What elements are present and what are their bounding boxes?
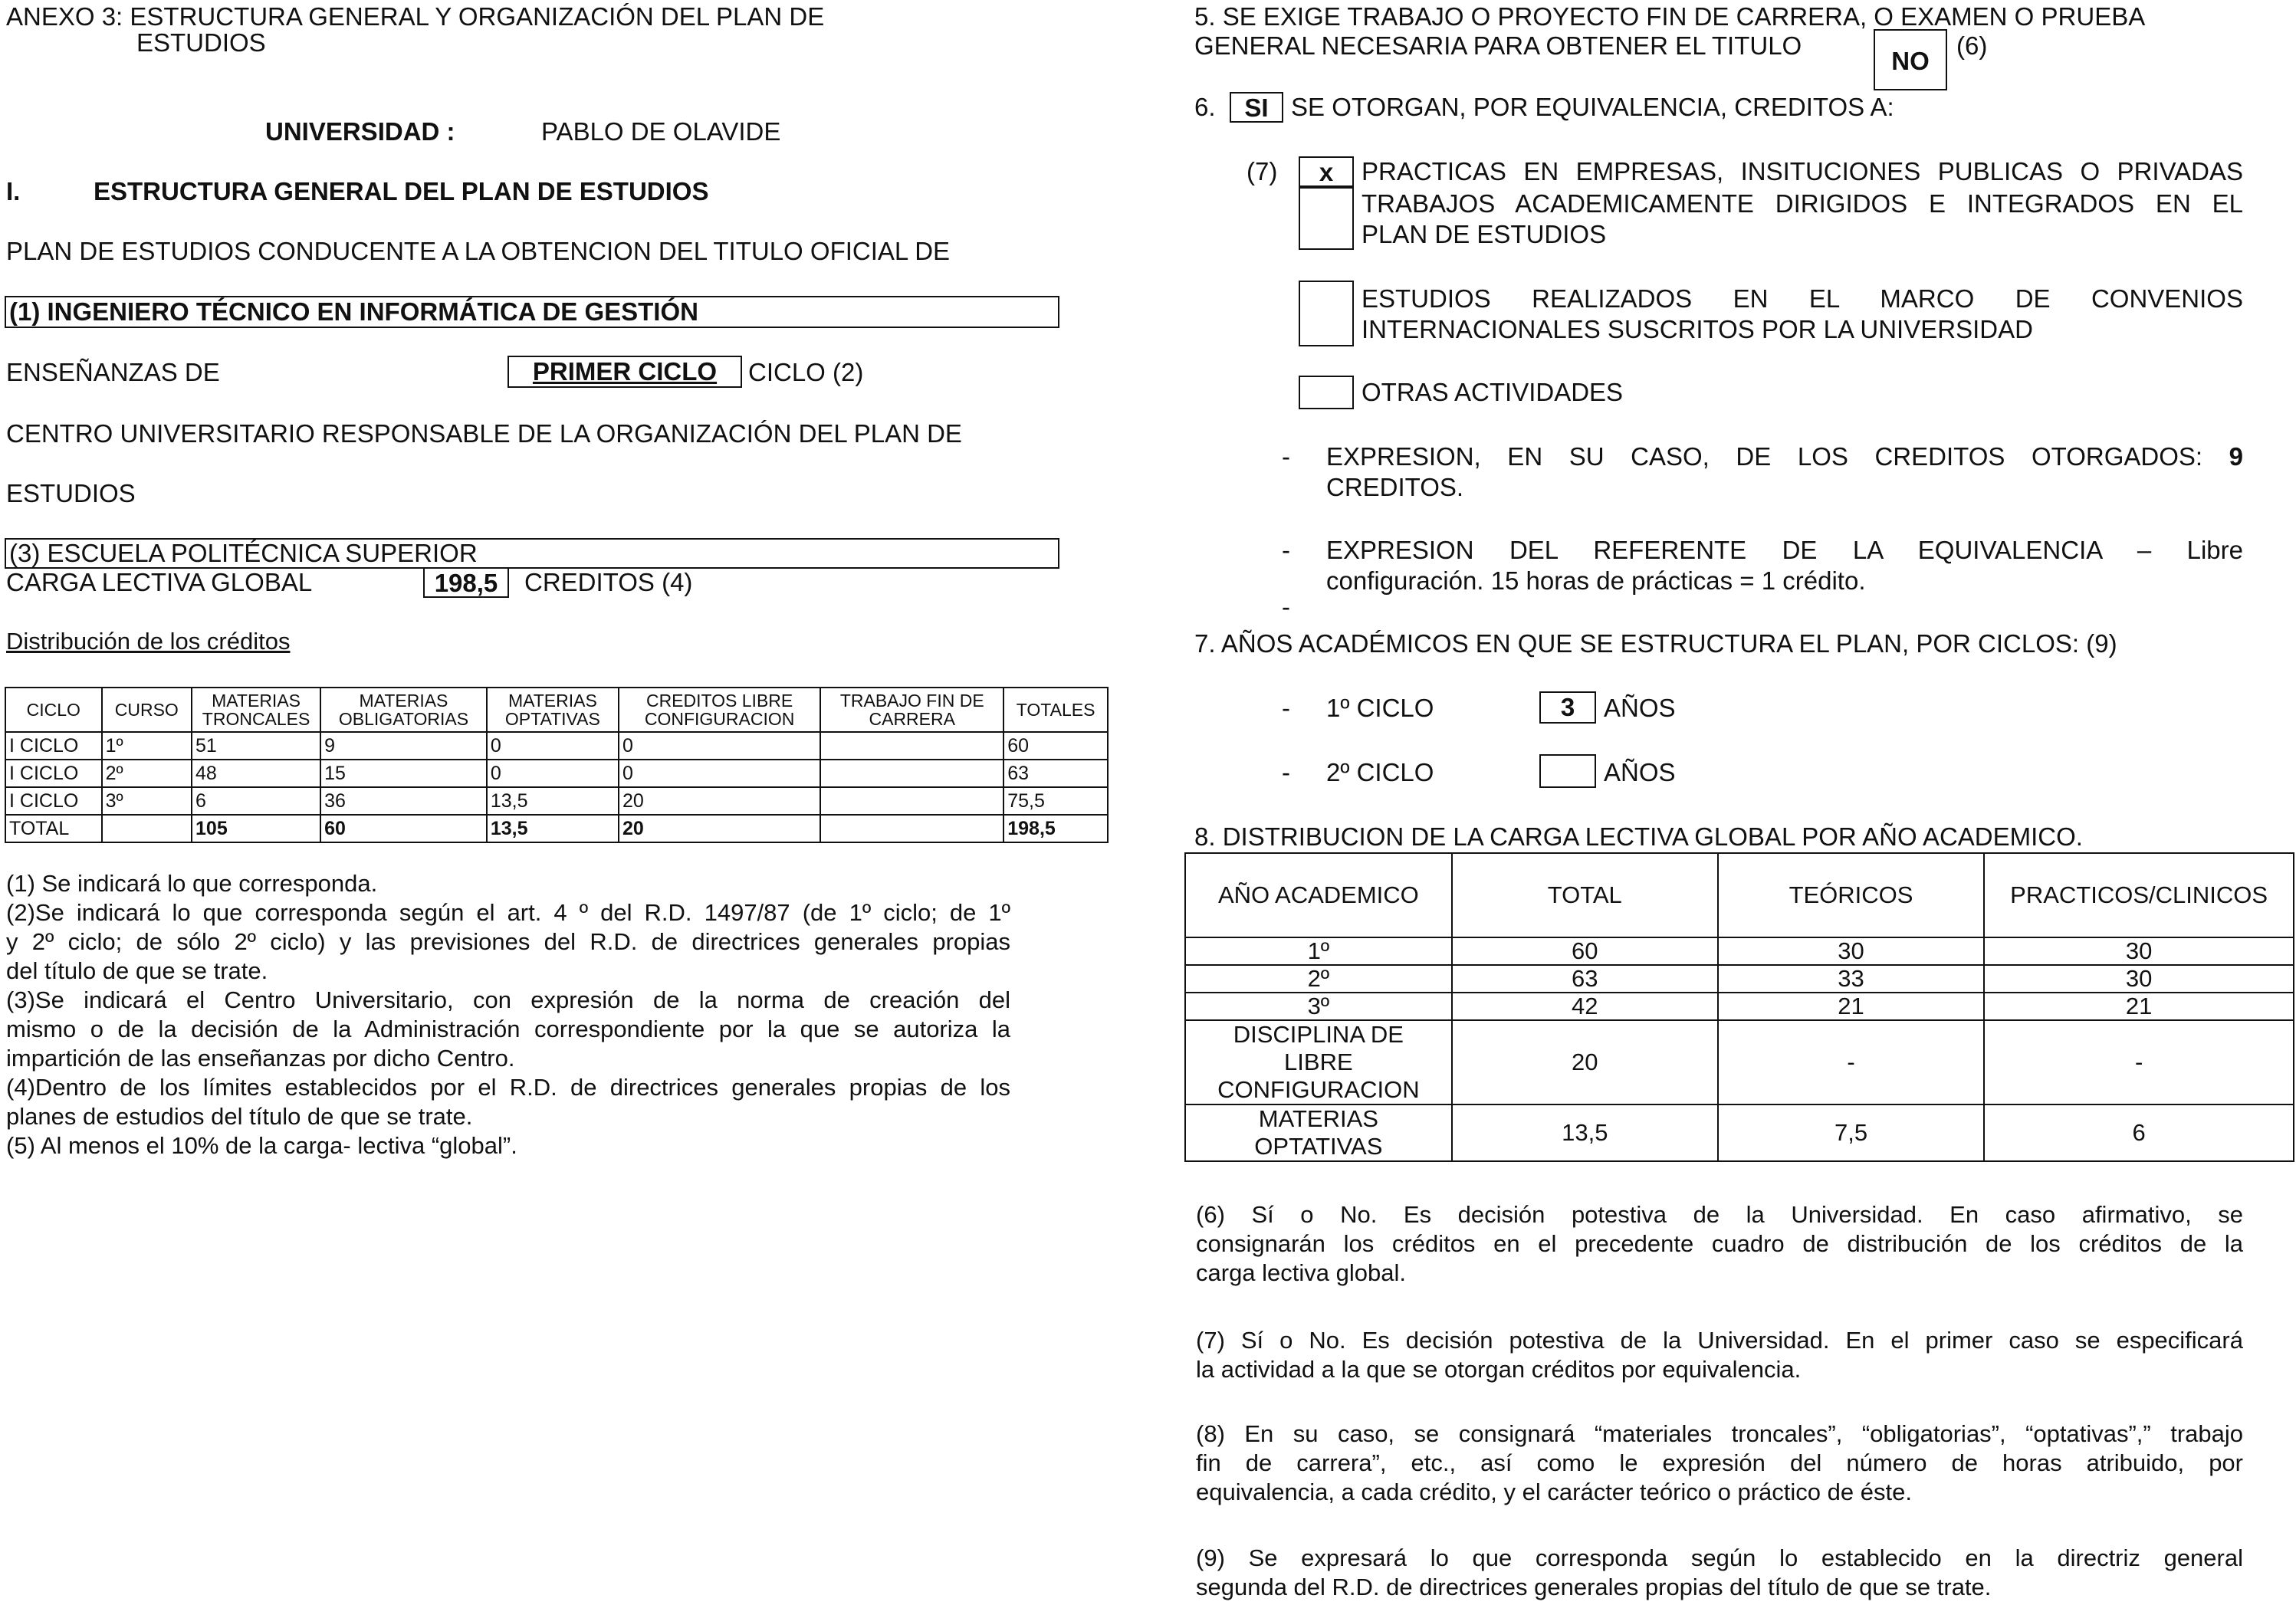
note-line: del título de que se trate. bbox=[6, 957, 268, 984]
total-row bbox=[5, 815, 1108, 842]
note-line: impartición de las enseñanzas por dicho Centro. bbox=[6, 1045, 515, 1072]
table-cell: 63 bbox=[1003, 760, 1108, 787]
item8-title: 8. DISTRIBUCION DE LA CARGA LECTIVA GLOBAL POR AÑO ACADEMICO. bbox=[1194, 822, 2083, 851]
item5-line2: GENERAL NECESARIA PARA OBTENER EL TITULO bbox=[1194, 31, 1802, 60]
cycle2-years: AÑOS bbox=[1604, 758, 1676, 786]
table-cell: 0 bbox=[487, 760, 619, 787]
credits-header-cell: CURSO bbox=[102, 688, 192, 732]
table-row bbox=[5, 732, 1108, 760]
table-cell: TOTAL bbox=[5, 815, 102, 842]
table-cell bbox=[1185, 1104, 1452, 1161]
item6-value: SI bbox=[1230, 92, 1283, 123]
left-notes bbox=[6, 869, 1010, 1160]
credits-header-cell: CREDITOS LIBRE CONFIGURACION bbox=[619, 688, 820, 732]
table-cell: 9 bbox=[320, 732, 487, 760]
credits-header-cell: MATERIAS OBLIGATORIAS bbox=[320, 688, 487, 732]
table-cell: 20 bbox=[1452, 1020, 1718, 1104]
centro-line1: CENTRO UNIVERSITARIO RESPONSABLE DE LA ORGANIZACIÓN DEL PLAN DE bbox=[6, 419, 962, 448]
table-cell bbox=[820, 815, 1003, 842]
table-cell: 0 bbox=[619, 732, 820, 760]
note-line: mismo o de la decisión de la Administración correspondiente por la que se autoriza la bbox=[6, 1016, 1010, 1042]
table-cell: 60 bbox=[1452, 937, 1718, 965]
section-title: ESTRUCTURA GENERAL DEL PLAN DE ESTUDIOS bbox=[94, 177, 709, 205]
year-table bbox=[1184, 852, 2294, 1162]
table-row bbox=[1185, 1020, 2294, 1104]
annex-title-line1: ANEXO 3: ESTRUCTURA GENERAL Y ORGANIZACIÓN DEL PLAN DE bbox=[6, 2, 825, 31]
table-cell bbox=[820, 732, 1003, 760]
note-6 bbox=[1196, 1200, 2243, 1288]
note-line: carga lectiva global. bbox=[1196, 1259, 1406, 1286]
opt4-checkbox[interactable] bbox=[1299, 376, 1354, 409]
table-cell: I CICLO bbox=[5, 787, 102, 815]
table-cell: 30 bbox=[1718, 937, 1984, 965]
ensenanzas-label: ENSEÑANZAS DE bbox=[6, 358, 220, 386]
credits-header-row bbox=[5, 688, 1108, 732]
credits-header-cell: TOTALES bbox=[1003, 688, 1108, 732]
table-cell: 3º bbox=[102, 787, 192, 815]
note-line: fin de carrera”, etc., así como le expresión del número de horas atribuido, por bbox=[1196, 1449, 2243, 1476]
table-cell: 13,5 bbox=[1452, 1104, 1718, 1161]
centro-line2: ESTUDIOS bbox=[6, 479, 136, 507]
cell-line: CONFIGURACION bbox=[1217, 1076, 1420, 1103]
note-8 bbox=[1196, 1420, 2243, 1507]
table-cell: 20 bbox=[619, 787, 820, 815]
note-line: equivalencia, a cada crédito, y el carácter teórico o práctico de éste. bbox=[1196, 1479, 1912, 1505]
table-row bbox=[1185, 993, 2294, 1020]
table-row bbox=[5, 787, 1108, 815]
note-line: (2)Se indicará lo que corresponda según el art. 4 º del R.D. 1497/87 (de 1º ciclo; de 1º bbox=[6, 899, 1010, 926]
degree-title: (1) INGENIERO TÉCNICO EN INFORMÁTICA DE GESTIÓN bbox=[9, 297, 698, 326]
credits-header-cell: MATERIAS OPTATIVAS bbox=[487, 688, 619, 732]
opt2-text bbox=[1362, 189, 2243, 250]
table-cell: 0 bbox=[487, 732, 619, 760]
table-cell: 15 bbox=[320, 760, 487, 787]
table-cell: 21 bbox=[1984, 993, 2294, 1020]
cell-line: MATERIAS bbox=[1258, 1105, 1378, 1132]
expr1-line2: CREDITOS. bbox=[1326, 473, 1464, 501]
annex-title-line2: ESTUDIOS bbox=[136, 28, 266, 57]
table-cell: 3º bbox=[1185, 993, 1452, 1020]
table-cell: 75,5 bbox=[1003, 787, 1108, 815]
item6-text: SE OTORGAN, POR EQUIVALENCIA, CREDITOS A: bbox=[1291, 93, 1894, 121]
dash: - bbox=[1282, 536, 1290, 564]
note-line: (7) Sí o No. Es decisión potestiva de la Universidad. En el primer caso se especificará bbox=[1196, 1327, 2243, 1354]
note-7 bbox=[1196, 1326, 2243, 1384]
item6-ref: (7) bbox=[1247, 157, 1278, 185]
item7-title: 7. AÑOS ACADÉMICOS EN QUE SE ESTRUCTURA EL PLAN, POR CICLOS: (9) bbox=[1194, 629, 2117, 658]
opt3-line2: INTERNACIONALES SUSCRITOS POR LA UNIVERSIDAD bbox=[1362, 315, 2033, 343]
note-line: la actividad a la que se otorgan créditos por equivalencia. bbox=[1196, 1356, 1802, 1383]
cycle2-label: 2º CICLO bbox=[1326, 758, 1434, 786]
table-cell: 6 bbox=[1984, 1104, 2294, 1161]
note-line: (9) Se expresará lo que corresponda según lo establecido en la directriz general bbox=[1196, 1544, 2243, 1571]
opt1-checkbox[interactable]: x bbox=[1299, 156, 1354, 187]
year-header-cell: AÑO ACADEMICO bbox=[1185, 853, 1452, 937]
note-line: planes de estudios del título de que se trate. bbox=[6, 1103, 473, 1130]
expr1-line1 bbox=[1326, 441, 2243, 472]
dash: - bbox=[1282, 694, 1290, 722]
note-line: y 2º ciclo; de sólo 2º ciclo) y las previsiones del R.D. de directrices generales propias bbox=[6, 928, 1010, 955]
cycle1-label: 1º CICLO bbox=[1326, 694, 1434, 722]
opt2-line2: PLAN DE ESTUDIOS bbox=[1362, 220, 1607, 248]
year-header-cell: TEÓRICOS bbox=[1718, 853, 1984, 937]
expr2-text: EXPRESION DEL REFERENTE DE LA EQUIVALENCIA – bbox=[1326, 536, 2152, 564]
note-line: (1) Se indicará lo que corresponda. bbox=[6, 870, 378, 897]
note-line: (8) En su caso, se consignará “materiales troncales”, “obligatorias”, “optativas”,” trabajo bbox=[1196, 1420, 2243, 1447]
table-cell: 198,5 bbox=[1003, 815, 1108, 842]
cell-line: DISCIPLINA DE bbox=[1233, 1021, 1404, 1048]
note-line: segunda del R.D. de directrices generales propias del título de que se trate. bbox=[1196, 1574, 1992, 1600]
university-label: UNIVERSIDAD : bbox=[265, 117, 455, 146]
table-cell: 2º bbox=[102, 760, 192, 787]
centro-box bbox=[5, 538, 1059, 569]
table-cell: 13,5 bbox=[487, 815, 619, 842]
table-cell: 21 bbox=[1718, 993, 1984, 1020]
table-cell: 0 bbox=[619, 760, 820, 787]
expr2 bbox=[1326, 535, 2243, 596]
table-cell: 48 bbox=[192, 760, 320, 787]
table-cell: 60 bbox=[320, 815, 487, 842]
note-line: (3)Se indicará el Centro Universitario, con expresión de la norma de creación del bbox=[6, 986, 1010, 1013]
table-cell: 63 bbox=[1452, 965, 1718, 993]
table-row bbox=[1185, 965, 2294, 993]
table-cell bbox=[1185, 1020, 1452, 1104]
cell-line: OPTATIVAS bbox=[1254, 1133, 1383, 1160]
table-row bbox=[5, 760, 1108, 787]
year-header-cell: PRACTICOS/CLINICOS bbox=[1984, 853, 2294, 937]
table-cell: 51 bbox=[192, 732, 320, 760]
item6-prefix: 6. bbox=[1194, 93, 1216, 121]
distribution-title: Distribución de los créditos bbox=[6, 628, 291, 655]
section-number: I. bbox=[6, 177, 21, 205]
expr2-line2: configuración. 15 horas de prácticas = 1 crédito. bbox=[1326, 566, 1866, 595]
plan-intro: PLAN DE ESTUDIOS CONDUCENTE A LA OBTENCION DEL TITULO OFICIAL DE bbox=[6, 237, 951, 265]
opt1-text bbox=[1362, 156, 2243, 187]
opt3-checkbox[interactable] bbox=[1299, 281, 1354, 346]
table-cell: 7,5 bbox=[1718, 1104, 1984, 1161]
credits-header-cell: MATERIAS TRONCALES bbox=[192, 688, 320, 732]
table-cell: 30 bbox=[1984, 937, 2294, 965]
table-cell: 1º bbox=[102, 732, 192, 760]
opt3-line1: ESTUDIOS REALIZADOS EN EL MARCO DE CONVENIOS bbox=[1362, 284, 2243, 313]
item5-note: (6) bbox=[1956, 31, 1988, 60]
table-cell: I CICLO bbox=[5, 760, 102, 787]
item5-value: NO bbox=[1874, 29, 1947, 90]
expr1 bbox=[1326, 441, 2243, 503]
table-cell: 36 bbox=[320, 787, 487, 815]
carga-label: CARGA LECTIVA GLOBAL bbox=[6, 568, 313, 596]
dash: - bbox=[1282, 442, 1290, 471]
table-cell: - bbox=[1718, 1020, 1984, 1104]
note-9 bbox=[1196, 1544, 2243, 1602]
table-cell: 33 bbox=[1718, 965, 1984, 993]
note-line: (4)Dentro de los límites establecidos por el R.D. de directrices generales propias de los bbox=[6, 1074, 1010, 1101]
expr2-line1 bbox=[1326, 535, 2243, 566]
cell-line: LIBRE bbox=[1284, 1049, 1353, 1075]
opt2-checkbox[interactable] bbox=[1299, 187, 1354, 250]
cycle1-value: 3 bbox=[1539, 691, 1596, 724]
table-cell: 2º bbox=[1185, 965, 1452, 993]
centro-value: (3) ESCUELA POLITÉCNICA SUPERIOR bbox=[9, 539, 478, 567]
cycle-value-box bbox=[507, 356, 742, 388]
table-cell: 42 bbox=[1452, 993, 1718, 1020]
table-cell: 6 bbox=[192, 787, 320, 815]
expr1-text: EXPRESION, EN SU CASO, DE LOS CREDITOS OTORGADOS: bbox=[1326, 442, 2203, 471]
degree-title-box bbox=[5, 296, 1059, 328]
dash: - bbox=[1282, 592, 1290, 621]
note-line: consignarán los créditos en el precedente cuadro de distribución de los créditos de la bbox=[1196, 1230, 2243, 1257]
expr2-text-end: Libre bbox=[2186, 536, 2244, 564]
credits-header-cell: CICLO bbox=[5, 688, 102, 732]
opt3-text bbox=[1362, 284, 2243, 345]
table-cell: - bbox=[1984, 1020, 2294, 1104]
table-cell: 105 bbox=[192, 815, 320, 842]
table-cell: 13,5 bbox=[487, 787, 619, 815]
item5-line1: 5. SE EXIGE TRABAJO O PROYECTO FIN DE CARRERA, O EXAMEN O PRUEBA bbox=[1194, 2, 2146, 31]
university-value: PABLO DE OLAVIDE bbox=[541, 117, 781, 146]
table-cell: I CICLO bbox=[5, 732, 102, 760]
carga-suffix: CREDITOS (4) bbox=[524, 568, 693, 596]
table-cell: 1º bbox=[1185, 937, 1452, 965]
cycle-value: PRIMER CICLO bbox=[532, 357, 718, 386]
table-cell: 60 bbox=[1003, 732, 1108, 760]
note-line: (5) Al menos el 10% de la carga- lectiva “global”. bbox=[6, 1132, 517, 1159]
table-cell: 30 bbox=[1984, 965, 2294, 993]
opt1-line: PRACTICAS EN EMPRESAS, INSITUCIONES PUBLICAS O PRIVADAS bbox=[1362, 157, 2243, 185]
note-line: (6) Sí o No. Es decisión potestiva de la Universidad. En caso afirmativo, se bbox=[1196, 1201, 2243, 1228]
carga-value: 198,5 bbox=[423, 567, 509, 598]
credits-table bbox=[5, 687, 1109, 843]
table-cell: 20 bbox=[619, 815, 820, 842]
expr1-value: 9 bbox=[2229, 442, 2244, 471]
credits-header-cell: TRABAJO FIN DE CARRERA bbox=[820, 688, 1003, 732]
dash: - bbox=[1282, 758, 1290, 786]
cycle1-years: AÑOS bbox=[1604, 694, 1676, 722]
cycle-suffix: CICLO (2) bbox=[748, 358, 864, 386]
cycle2-value bbox=[1539, 754, 1596, 788]
table-row bbox=[1185, 937, 2294, 965]
table-cell bbox=[102, 815, 192, 842]
table-cell bbox=[820, 760, 1003, 787]
table-row bbox=[1185, 1104, 2294, 1161]
opt4-text: OTRAS ACTIVIDADES bbox=[1362, 378, 1624, 406]
year-header-row bbox=[1185, 853, 2294, 937]
opt2-line1: TRABAJOS ACADEMICAMENTE DIRIGIDOS E INTEGRADOS EN EL bbox=[1362, 189, 2243, 218]
table-cell bbox=[820, 787, 1003, 815]
year-header-cell: TOTAL bbox=[1452, 853, 1718, 937]
